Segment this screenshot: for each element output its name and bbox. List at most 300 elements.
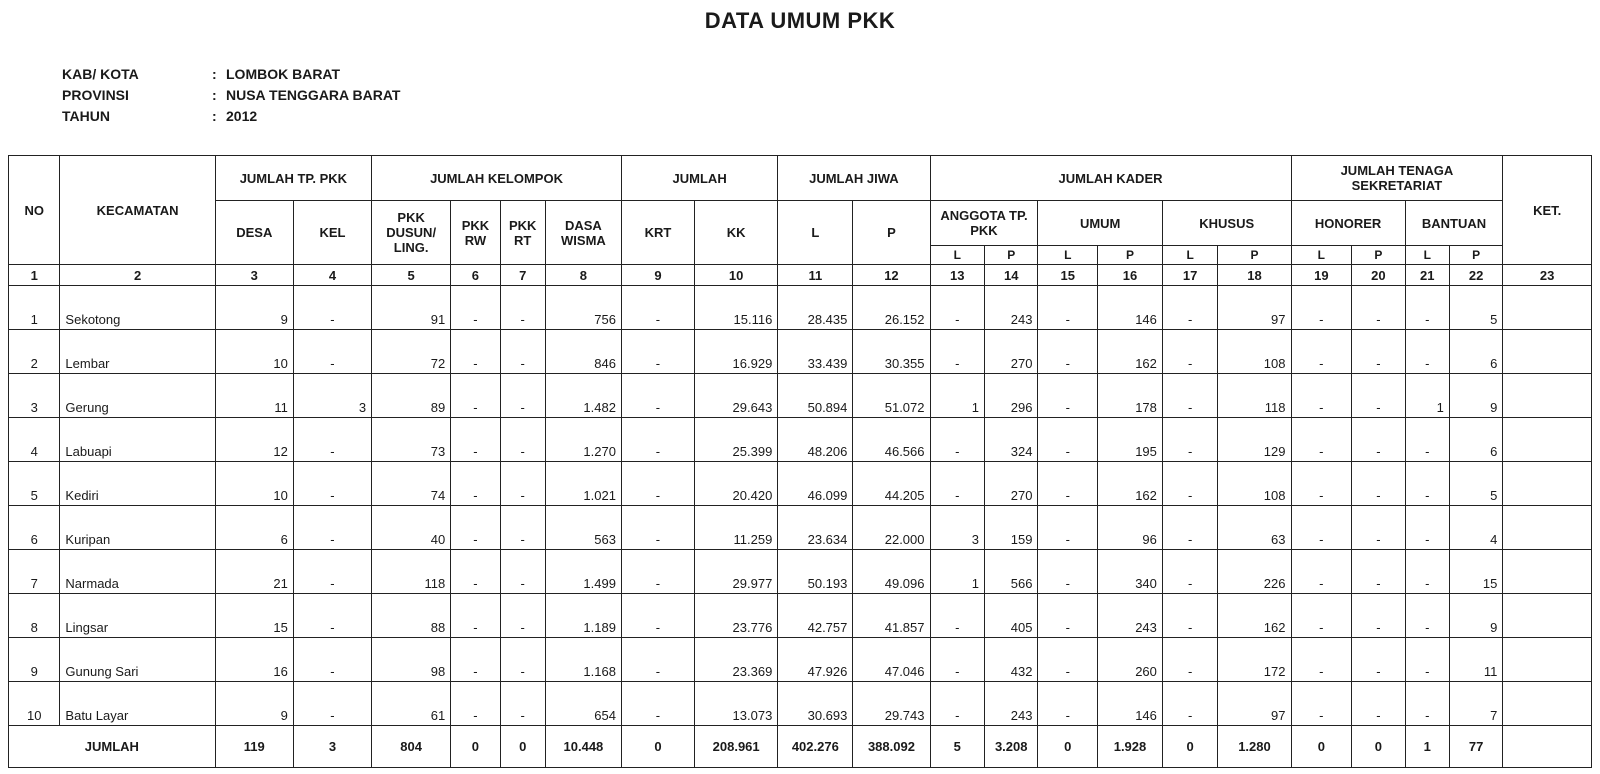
cell-ket: [1503, 506, 1592, 550]
column-number: 23: [1503, 265, 1592, 286]
cell-ket: [1503, 286, 1592, 330]
cell-ban-l: 1: [1405, 374, 1449, 418]
cell-dasa: 1.189: [545, 594, 621, 638]
cell-jiwa-l: 50.894: [778, 374, 853, 418]
cell-dusun: 61: [372, 682, 451, 726]
cell-krt: -: [621, 682, 694, 726]
cell-ban-p: 7: [1449, 682, 1502, 726]
cell-rw: -: [451, 330, 500, 374]
cell-khusus-l: -: [1162, 682, 1218, 726]
header-dasa-wisma: DASA WISMA: [545, 201, 621, 265]
cell-ang-l: -: [930, 594, 985, 638]
cell-no: 9: [9, 638, 60, 682]
table-row: [9, 638, 1592, 682]
cell-no: 3: [9, 374, 60, 418]
total-umum-p: 1.928: [1098, 726, 1163, 768]
cell-hon-p: -: [1352, 506, 1405, 550]
header-anggota-p: P: [985, 246, 1038, 265]
cell-hon-p: -: [1352, 286, 1405, 330]
cell-umum-p: 162: [1098, 330, 1163, 374]
cell-ban-l: -: [1405, 594, 1449, 638]
cell-ang-p: 243: [985, 286, 1038, 330]
cell-dasa: 1.270: [545, 418, 621, 462]
cell-umum-l: -: [1038, 462, 1098, 506]
cell-no: 1: [9, 286, 60, 330]
total-jiwa-p: 388.092: [853, 726, 930, 768]
cell-rw: -: [451, 594, 500, 638]
header-desa: DESA: [215, 201, 293, 265]
cell-rw: -: [451, 374, 500, 418]
cell-kel: -: [293, 286, 371, 330]
cell-umum-l: -: [1038, 286, 1098, 330]
cell-kk: 20.420: [694, 462, 777, 506]
meta-value: NUSA TENGGARA BARAT: [226, 87, 401, 103]
table-row: [9, 594, 1592, 638]
cell-desa: 11: [215, 374, 293, 418]
cell-dasa: 1.499: [545, 550, 621, 594]
total-khusus-l: 0: [1162, 726, 1218, 768]
column-number: 5: [372, 265, 451, 286]
header-kel: KEL: [293, 201, 371, 265]
cell-dasa: 654: [545, 682, 621, 726]
table-row: [9, 374, 1592, 418]
cell-khusus-p: 172: [1218, 638, 1291, 682]
cell-ban-p: 9: [1449, 594, 1502, 638]
cell-hon-l: -: [1291, 594, 1352, 638]
cell-rt: -: [500, 462, 545, 506]
cell-ang-p: 405: [985, 594, 1038, 638]
cell-hon-p: -: [1352, 682, 1405, 726]
cell-ang-p: 159: [985, 506, 1038, 550]
cell-krt: -: [621, 418, 694, 462]
cell-ang-p: 243: [985, 682, 1038, 726]
cell-jiwa-p: 22.000: [853, 506, 930, 550]
cell-ang-l: 1: [930, 550, 985, 594]
cell-umum-p: 96: [1098, 506, 1163, 550]
cell-krt: -: [621, 330, 694, 374]
cell-rt: -: [500, 682, 545, 726]
cell-umum-p: 195: [1098, 418, 1163, 462]
header-kk: KK: [694, 201, 777, 265]
cell-dusun: 74: [372, 462, 451, 506]
cell-ket: [1503, 594, 1592, 638]
cell-jiwa-l: 48.206: [778, 418, 853, 462]
cell-rt: -: [500, 594, 545, 638]
data-table: [8, 155, 1592, 768]
cell-khusus-p: 108: [1218, 330, 1291, 374]
cell-kk: 29.977: [694, 550, 777, 594]
total-khusus-p: 1.280: [1218, 726, 1291, 768]
cell-kecamatan: Narmada: [60, 550, 215, 594]
cell-ket: [1503, 462, 1592, 506]
cell-ban-p: 6: [1449, 418, 1502, 462]
cell-kk: 29.643: [694, 374, 777, 418]
total-krt: 0: [621, 726, 694, 768]
cell-umum-p: 243: [1098, 594, 1163, 638]
cell-rt: -: [500, 286, 545, 330]
cell-krt: -: [621, 506, 694, 550]
cell-ban-l: -: [1405, 286, 1449, 330]
cell-desa: 10: [215, 462, 293, 506]
total-hon-p: 0: [1352, 726, 1405, 768]
cell-ban-p: 9: [1449, 374, 1502, 418]
cell-khusus-l: -: [1162, 550, 1218, 594]
cell-kel: -: [293, 506, 371, 550]
cell-kk: 23.776: [694, 594, 777, 638]
column-number-row: [9, 265, 1592, 286]
document-meta: [62, 64, 400, 127]
column-number: 13: [930, 265, 985, 286]
header-row-2: [9, 201, 1592, 246]
cell-hon-l: -: [1291, 550, 1352, 594]
cell-ang-l: 1: [930, 374, 985, 418]
cell-dasa: 756: [545, 286, 621, 330]
cell-ket: [1503, 682, 1592, 726]
column-number: 1: [9, 265, 60, 286]
column-number: 9: [621, 265, 694, 286]
cell-krt: -: [621, 462, 694, 506]
cell-hon-l: -: [1291, 462, 1352, 506]
total-ban-p: 77: [1449, 726, 1502, 768]
cell-khusus-l: -: [1162, 374, 1218, 418]
cell-ang-l: -: [930, 330, 985, 374]
cell-jiwa-l: 46.099: [778, 462, 853, 506]
header-ket: KET.: [1503, 156, 1592, 265]
cell-kk: 15.116: [694, 286, 777, 330]
cell-khusus-p: 97: [1218, 682, 1291, 726]
total-dasa: 10.448: [545, 726, 621, 768]
cell-umum-l: -: [1038, 374, 1098, 418]
total-kk: 208.961: [694, 726, 777, 768]
cell-khusus-l: -: [1162, 462, 1218, 506]
cell-ang-p: 566: [985, 550, 1038, 594]
cell-rw: -: [451, 638, 500, 682]
cell-kel: -: [293, 418, 371, 462]
table-row: [9, 330, 1592, 374]
cell-kel: -: [293, 682, 371, 726]
cell-ban-p: 5: [1449, 462, 1502, 506]
table-row: [9, 462, 1592, 506]
cell-hon-l: -: [1291, 286, 1352, 330]
total-ang-p: 3.208: [985, 726, 1038, 768]
cell-ban-p: 6: [1449, 330, 1502, 374]
cell-ban-p: 11: [1449, 638, 1502, 682]
cell-rw: -: [451, 462, 500, 506]
cell-ban-l: -: [1405, 330, 1449, 374]
cell-hon-p: -: [1352, 638, 1405, 682]
header-pkk-rw: PKK RW: [451, 201, 500, 265]
column-number: 22: [1449, 265, 1502, 286]
cell-kecamatan: Sekotong: [60, 286, 215, 330]
cell-ban-l: -: [1405, 462, 1449, 506]
header-khusus-l: L: [1162, 246, 1218, 265]
header-honorer-p: P: [1352, 246, 1405, 265]
cell-dusun: 89: [372, 374, 451, 418]
cell-dusun: 98: [372, 638, 451, 682]
column-number: 7: [500, 265, 545, 286]
cell-desa: 21: [215, 550, 293, 594]
total-ket: [1503, 726, 1592, 768]
header-bantuan-p: P: [1449, 246, 1502, 265]
meta-separator: :: [212, 108, 217, 124]
cell-no: 7: [9, 550, 60, 594]
cell-ang-l: -: [930, 638, 985, 682]
cell-jiwa-l: 30.693: [778, 682, 853, 726]
cell-kk: 11.259: [694, 506, 777, 550]
column-number: 3: [215, 265, 293, 286]
cell-ban-l: -: [1405, 682, 1449, 726]
total-rw: 0: [451, 726, 500, 768]
cell-umum-l: -: [1038, 638, 1098, 682]
cell-khusus-p: 129: [1218, 418, 1291, 462]
cell-dasa: 1.482: [545, 374, 621, 418]
meta-key: PROVINSI: [62, 87, 129, 103]
cell-ang-l: -: [930, 286, 985, 330]
total-umum-l: 0: [1038, 726, 1098, 768]
cell-ang-l: -: [930, 418, 985, 462]
cell-ang-l: -: [930, 682, 985, 726]
cell-ang-p: 324: [985, 418, 1038, 462]
cell-rt: -: [500, 506, 545, 550]
cell-kel: 3: [293, 374, 371, 418]
cell-ket: [1503, 638, 1592, 682]
cell-desa: 16: [215, 638, 293, 682]
total-ang-l: 5: [930, 726, 985, 768]
cell-ang-p: 432: [985, 638, 1038, 682]
cell-jiwa-p: 30.355: [853, 330, 930, 374]
cell-khusus-l: -: [1162, 638, 1218, 682]
cell-kk: 16.929: [694, 330, 777, 374]
cell-rw: -: [451, 286, 500, 330]
meta-row-kab-kota: [62, 64, 400, 85]
column-number: 21: [1405, 265, 1449, 286]
header-kecamatan: KECAMATAN: [60, 156, 215, 265]
cell-jiwa-p: 51.072: [853, 374, 930, 418]
cell-hon-l: -: [1291, 506, 1352, 550]
meta-value: 2012: [226, 108, 258, 124]
cell-khusus-l: -: [1162, 594, 1218, 638]
page-title: DATA UMUM PKK: [704, 8, 896, 33]
cell-umum-l: -: [1038, 418, 1098, 462]
cell-krt: -: [621, 374, 694, 418]
column-number: 4: [293, 265, 371, 286]
cell-ang-p: 270: [985, 462, 1038, 506]
cell-ban-l: -: [1405, 638, 1449, 682]
cell-khusus-p: 162: [1218, 594, 1291, 638]
cell-no: 2: [9, 330, 60, 374]
column-number: 10: [694, 265, 777, 286]
column-number: 19: [1291, 265, 1352, 286]
cell-khusus-l: -: [1162, 286, 1218, 330]
cell-jiwa-p: 26.152: [853, 286, 930, 330]
cell-no: 4: [9, 418, 60, 462]
cell-kecamatan: Kuripan: [60, 506, 215, 550]
cell-no: 5: [9, 462, 60, 506]
cell-hon-p: -: [1352, 462, 1405, 506]
meta-key: KAB/ KOTA: [62, 66, 139, 82]
header-honorer-l: L: [1291, 246, 1352, 265]
cell-khusus-p: 118: [1218, 374, 1291, 418]
header-anggota-l: L: [930, 246, 985, 265]
cell-hon-p: -: [1352, 330, 1405, 374]
cell-ang-l: -: [930, 462, 985, 506]
cell-krt: -: [621, 286, 694, 330]
cell-jiwa-p: 29.743: [853, 682, 930, 726]
table-row: [9, 418, 1592, 462]
header-no: NO: [9, 156, 60, 265]
cell-umum-l: -: [1038, 550, 1098, 594]
total-label: JUMLAH: [9, 726, 216, 768]
cell-desa: 6: [215, 506, 293, 550]
cell-hon-l: -: [1291, 682, 1352, 726]
cell-kel: -: [293, 462, 371, 506]
header-row-1: [9, 156, 1592, 201]
cell-umum-p: 146: [1098, 286, 1163, 330]
total-hon-l: 0: [1291, 726, 1352, 768]
meta-row-tahun: [62, 106, 400, 127]
column-number: 8: [545, 265, 621, 286]
cell-desa: 10: [215, 330, 293, 374]
total-row: [9, 726, 1592, 768]
column-number: 2: [60, 265, 215, 286]
cell-desa: 12: [215, 418, 293, 462]
cell-kecamatan: Lembar: [60, 330, 215, 374]
cell-rt: -: [500, 638, 545, 682]
cell-kecamatan: Kediri: [60, 462, 215, 506]
cell-dasa: 846: [545, 330, 621, 374]
cell-hon-l: -: [1291, 374, 1352, 418]
table-row: [9, 286, 1592, 330]
total-desa: 119: [215, 726, 293, 768]
cell-dusun: 72: [372, 330, 451, 374]
cell-rw: -: [451, 506, 500, 550]
cell-rt: -: [500, 550, 545, 594]
cell-dusun: 73: [372, 418, 451, 462]
cell-khusus-l: -: [1162, 330, 1218, 374]
cell-umum-l: -: [1038, 594, 1098, 638]
cell-jiwa-p: 44.205: [853, 462, 930, 506]
cell-desa: 15: [215, 594, 293, 638]
column-number: 6: [451, 265, 500, 286]
cell-rt: -: [500, 418, 545, 462]
cell-rw: -: [451, 682, 500, 726]
cell-no: 6: [9, 506, 60, 550]
cell-umum-l: -: [1038, 682, 1098, 726]
cell-khusus-p: 108: [1218, 462, 1291, 506]
cell-khusus-l: -: [1162, 418, 1218, 462]
cell-kel: -: [293, 594, 371, 638]
cell-jiwa-l: 33.439: [778, 330, 853, 374]
cell-dusun: 91: [372, 286, 451, 330]
column-number: 14: [985, 265, 1038, 286]
header-anggota-tp-pkk: ANGGOTA TP. PKK: [930, 201, 1038, 246]
cell-umum-p: 162: [1098, 462, 1163, 506]
cell-kk: 13.073: [694, 682, 777, 726]
cell-rw: -: [451, 418, 500, 462]
cell-kel: -: [293, 638, 371, 682]
header-khusus: KHUSUS: [1162, 201, 1291, 246]
cell-jiwa-l: 42.757: [778, 594, 853, 638]
cell-jiwa-l: 47.926: [778, 638, 853, 682]
cell-jiwa-l: 50.193: [778, 550, 853, 594]
cell-krt: -: [621, 550, 694, 594]
cell-kecamatan: Gunung Sari: [60, 638, 215, 682]
table-row: [9, 682, 1592, 726]
header-jumlah-kader: JUMLAH KADER: [930, 156, 1291, 201]
cell-ban-p: 4: [1449, 506, 1502, 550]
total-kel: 3: [293, 726, 371, 768]
cell-umum-p: 260: [1098, 638, 1163, 682]
column-number: 12: [853, 265, 930, 286]
meta-row-provinsi: [62, 85, 400, 106]
cell-ket: [1503, 374, 1592, 418]
header-jumlah-jiwa: JUMLAH JIWA: [778, 156, 930, 201]
header-pkk-rt: PKK RT: [500, 201, 545, 265]
header-jumlah: JUMLAH: [621, 156, 777, 201]
cell-dasa: 563: [545, 506, 621, 550]
header-jiwa-l: L: [778, 201, 853, 265]
cell-kecamatan: Labuapi: [60, 418, 215, 462]
cell-no: 10: [9, 682, 60, 726]
cell-desa: 9: [215, 286, 293, 330]
cell-jiwa-p: 47.046: [853, 638, 930, 682]
header-jiwa-p: P: [853, 201, 930, 265]
meta-value: LOMBOK BARAT: [226, 66, 341, 82]
total-dusun: 804: [372, 726, 451, 768]
cell-kecamatan: Lingsar: [60, 594, 215, 638]
header-umum-p: P: [1098, 246, 1163, 265]
cell-ket: [1503, 550, 1592, 594]
table-row: [9, 550, 1592, 594]
header-honorer: HONORER: [1291, 201, 1405, 246]
cell-kecamatan: Batu Layar: [60, 682, 215, 726]
cell-ban-p: 15: [1449, 550, 1502, 594]
cell-ang-p: 270: [985, 330, 1038, 374]
cell-ket: [1503, 330, 1592, 374]
cell-rt: -: [500, 330, 545, 374]
cell-krt: -: [621, 638, 694, 682]
cell-ket: [1503, 418, 1592, 462]
cell-dasa: 1.168: [545, 638, 621, 682]
meta-key: TAHUN: [62, 108, 110, 124]
cell-jiwa-p: 46.566: [853, 418, 930, 462]
header-umum-l: L: [1038, 246, 1098, 265]
column-number: 18: [1218, 265, 1291, 286]
cell-ang-p: 296: [985, 374, 1038, 418]
cell-khusus-l: -: [1162, 506, 1218, 550]
cell-umum-l: -: [1038, 506, 1098, 550]
cell-hon-l: -: [1291, 638, 1352, 682]
total-rt: 0: [500, 726, 545, 768]
cell-dusun: 118: [372, 550, 451, 594]
cell-krt: -: [621, 594, 694, 638]
total-jiwa-l: 402.276: [778, 726, 853, 768]
column-number: 20: [1352, 265, 1405, 286]
cell-desa: 9: [215, 682, 293, 726]
meta-separator: :: [212, 87, 217, 103]
cell-rt: -: [500, 374, 545, 418]
cell-khusus-p: 63: [1218, 506, 1291, 550]
cell-jiwa-l: 23.634: [778, 506, 853, 550]
cell-dusun: 88: [372, 594, 451, 638]
header-jumlah-kelompok: JUMLAH KELOMPOK: [372, 156, 622, 201]
header-krt: KRT: [621, 201, 694, 265]
cell-hon-p: -: [1352, 594, 1405, 638]
cell-kk: 23.369: [694, 638, 777, 682]
cell-hon-p: -: [1352, 418, 1405, 462]
header-bantuan-l: L: [1405, 246, 1449, 265]
table-row: [9, 506, 1592, 550]
